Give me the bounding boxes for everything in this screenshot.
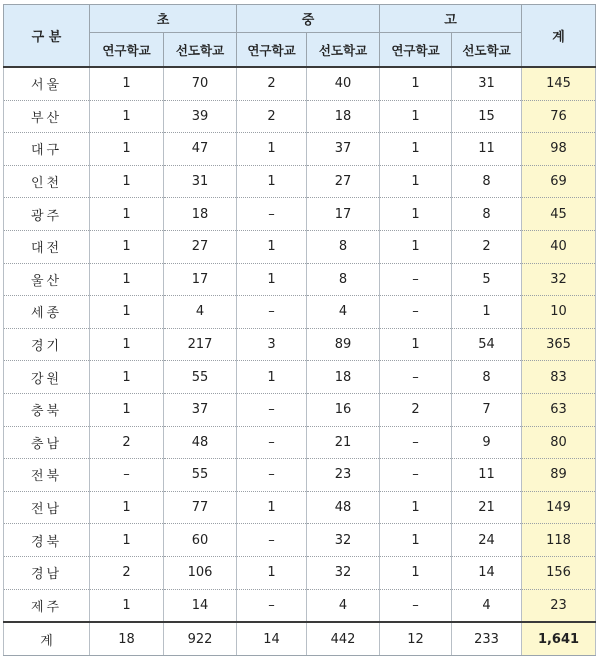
cell-high-research: 1 [380,230,452,263]
cell-elem-leading: 4 [164,296,237,329]
cell-region: 대전 [4,230,90,263]
header-elementary-leading: 선도학교 [164,33,237,68]
cell-mid-research: – [237,198,307,231]
cell-elem-leading: 27 [164,230,237,263]
cell-elem-research: – [90,459,164,492]
cell-elem-research: 1 [90,263,164,296]
cell-mid-leading: 32 [307,524,380,557]
table-row [4,459,596,492]
table-row [4,524,596,557]
cell-elem-leading: 14 [164,589,237,622]
cell-elem-research: 1 [90,361,164,394]
cell-total: 63 [522,393,596,426]
cell-region: 전북 [4,459,90,492]
cell-total: 80 [522,426,596,459]
cell-mid-research: – [237,524,307,557]
cell-mid-research: – [237,296,307,329]
cell-high-leading: 1 [452,296,522,329]
cell-high-leading: 24 [452,524,522,557]
cell-high-research: 1 [380,165,452,198]
header-middle: 중 [237,5,380,33]
cell-elem-research: 1 [90,67,164,100]
cell-mid-research: 1 [237,230,307,263]
cell-mid-leading: 89 [307,328,380,361]
cell-region: 광주 [4,198,90,231]
cell-mid-research: 2 [237,100,307,133]
cell-total: 89 [522,459,596,492]
cell-region: 경남 [4,556,90,589]
table-row [4,198,596,231]
cell-high-research: 1 [380,524,452,557]
cell-high-research: 2 [380,393,452,426]
cell-mid-leading: 8 [307,263,380,296]
cell-total: 45 [522,198,596,231]
header-total: 계 [522,5,596,68]
cell-high-research: – [380,296,452,329]
cell-elem-research: 1 [90,589,164,622]
cell-mid-leading: 8 [307,230,380,263]
cell-total: 118 [522,524,596,557]
header-elementary: 초 [90,5,237,33]
cell-elem-research: 1 [90,133,164,166]
cell-total: 145 [522,67,596,100]
table-row [4,361,596,394]
cell-high-research: 1 [380,133,452,166]
cell-mid-research: 1 [237,491,307,524]
cell-high-leading: 2 [452,230,522,263]
header-elementary-research: 연구학교 [90,33,164,68]
cell-high-research: – [380,459,452,492]
table-row [4,133,596,166]
table-row [4,100,596,133]
cell-mid-leading: 37 [307,133,380,166]
table-row [4,165,596,198]
cell-elem-leading: 106 [164,556,237,589]
cell-region: 인천 [4,165,90,198]
cell-elem-leading: 17 [164,263,237,296]
sum-cell-total: 1,641 [522,622,596,656]
cell-total: 156 [522,556,596,589]
header-high-leading: 선도학교 [452,33,522,68]
cell-mid-leading: 18 [307,361,380,394]
cell-mid-leading: 18 [307,100,380,133]
cell-high-leading: 11 [452,459,522,492]
cell-total: 98 [522,133,596,166]
cell-mid-research: 1 [237,361,307,394]
cell-region: 충북 [4,393,90,426]
school-stats-table-container [3,4,596,656]
cell-elem-research: 1 [90,296,164,329]
table-row [4,589,596,622]
header-middle-leading: 선도학교 [307,33,380,68]
table-row [4,426,596,459]
cell-high-leading: 31 [452,67,522,100]
sum-cell-high-research: 12 [380,622,452,656]
cell-elem-research: 1 [90,165,164,198]
cell-elem-leading: 70 [164,67,237,100]
cell-mid-research: 2 [237,67,307,100]
sum-cell-region: 계 [4,622,90,656]
table-row [4,230,596,263]
cell-total: 76 [522,100,596,133]
cell-high-leading: 9 [452,426,522,459]
cell-elem-leading: 55 [164,459,237,492]
cell-region: 서울 [4,67,90,100]
cell-total: 10 [522,296,596,329]
cell-elem-research: 1 [90,524,164,557]
header-middle-research: 연구학교 [237,33,307,68]
cell-mid-leading: 16 [307,393,380,426]
table-sum-row [4,622,596,656]
cell-high-research: 1 [380,198,452,231]
cell-mid-leading: 4 [307,589,380,622]
cell-mid-leading: 4 [307,296,380,329]
cell-mid-leading: 17 [307,198,380,231]
sum-cell-elem-research: 18 [90,622,164,656]
cell-elem-leading: 217 [164,328,237,361]
cell-region: 전남 [4,491,90,524]
cell-mid-research: 1 [237,165,307,198]
cell-mid-research: – [237,426,307,459]
cell-total: 365 [522,328,596,361]
cell-high-leading: 5 [452,263,522,296]
cell-high-leading: 8 [452,165,522,198]
cell-high-leading: 7 [452,393,522,426]
cell-elem-leading: 31 [164,165,237,198]
sum-cell-elem-leading: 922 [164,622,237,656]
cell-total: 40 [522,230,596,263]
cell-high-leading: 11 [452,133,522,166]
cell-elem-research: 2 [90,556,164,589]
cell-high-leading: 4 [452,589,522,622]
sum-cell-high-leading: 233 [452,622,522,656]
cell-high-research: – [380,263,452,296]
header-category: 구 분 [4,5,90,68]
school-stats-table [3,4,596,656]
table-row [4,393,596,426]
cell-elem-leading: 18 [164,198,237,231]
table-row [4,328,596,361]
cell-total: 69 [522,165,596,198]
cell-mid-leading: 32 [307,556,380,589]
cell-region: 충남 [4,426,90,459]
cell-elem-leading: 39 [164,100,237,133]
cell-mid-research: – [237,393,307,426]
cell-elem-leading: 37 [164,393,237,426]
cell-region: 경기 [4,328,90,361]
sum-cell-mid-research: 14 [237,622,307,656]
cell-high-research: 1 [380,491,452,524]
cell-region: 울산 [4,263,90,296]
cell-high-leading: 21 [452,491,522,524]
cell-elem-leading: 48 [164,426,237,459]
cell-region: 부산 [4,100,90,133]
cell-elem-research: 1 [90,100,164,133]
cell-high-research: 1 [380,100,452,133]
cell-high-leading: 14 [452,556,522,589]
cell-total: 83 [522,361,596,394]
cell-total: 23 [522,589,596,622]
table-row [4,491,596,524]
cell-elem-leading: 55 [164,361,237,394]
cell-mid-research: 3 [237,328,307,361]
table-body [4,67,596,656]
cell-high-leading: 54 [452,328,522,361]
cell-high-research: – [380,426,452,459]
cell-mid-research: – [237,459,307,492]
cell-region: 대구 [4,133,90,166]
header-high-research: 연구학교 [380,33,452,68]
cell-region: 세종 [4,296,90,329]
cell-mid-leading: 27 [307,165,380,198]
cell-region: 강원 [4,361,90,394]
cell-elem-research: 2 [90,426,164,459]
cell-elem-leading: 47 [164,133,237,166]
table-row [4,296,596,329]
cell-elem-research: 1 [90,393,164,426]
cell-mid-research: 1 [237,133,307,166]
table-row [4,263,596,296]
cell-mid-leading: 40 [307,67,380,100]
cell-mid-leading: 23 [307,459,380,492]
table-header [4,5,596,68]
header-high: 고 [380,5,522,33]
cell-mid-research: – [237,589,307,622]
cell-high-research: 1 [380,328,452,361]
cell-mid-research: 1 [237,556,307,589]
cell-mid-leading: 21 [307,426,380,459]
cell-elem-research: 1 [90,198,164,231]
table-row [4,556,596,589]
cell-mid-leading: 48 [307,491,380,524]
cell-total: 32 [522,263,596,296]
cell-elem-leading: 77 [164,491,237,524]
cell-high-research: – [380,361,452,394]
cell-mid-research: 1 [237,263,307,296]
cell-elem-research: 1 [90,230,164,263]
cell-high-research: 1 [380,67,452,100]
sum-cell-mid-leading: 442 [307,622,380,656]
cell-high-research: – [380,589,452,622]
cell-high-research: 1 [380,556,452,589]
cell-elem-research: 1 [90,491,164,524]
cell-region: 제주 [4,589,90,622]
cell-high-leading: 8 [452,198,522,231]
cell-elem-leading: 60 [164,524,237,557]
cell-high-leading: 15 [452,100,522,133]
cell-high-leading: 8 [452,361,522,394]
table-row [4,67,596,100]
cell-elem-research: 1 [90,328,164,361]
cell-region: 경북 [4,524,90,557]
cell-total: 149 [522,491,596,524]
